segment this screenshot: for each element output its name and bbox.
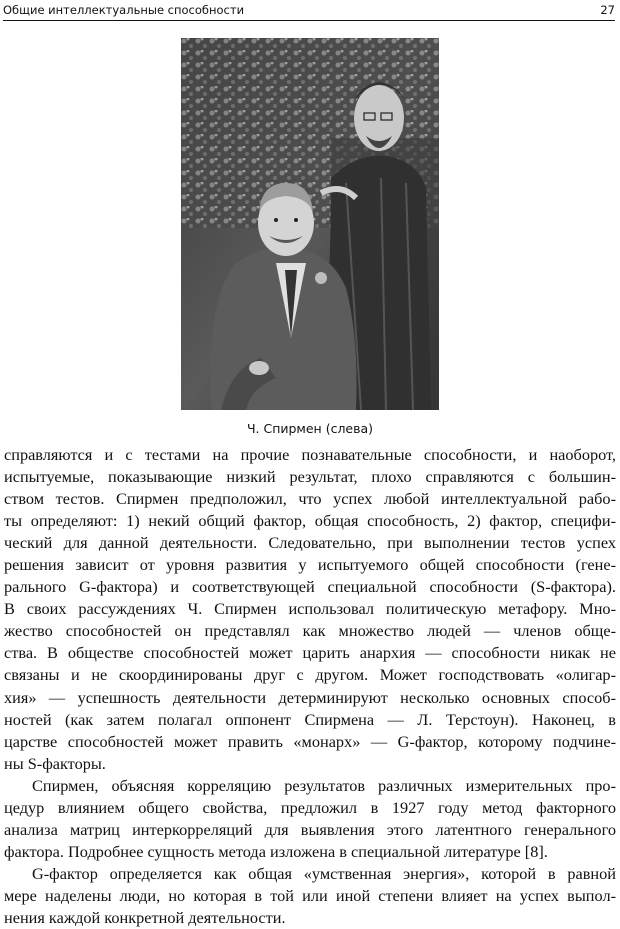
text-line: хия» — успешность деятельности детерминируют несколько основных способ- bbox=[4, 687, 616, 707]
text-line: В своих рассуждениях Ч. Спирмен использовал политическую метафору. Мно- bbox=[4, 599, 616, 619]
text-line: анализа матриц интеркорреляций для выявления этого латентного генерального bbox=[4, 819, 616, 839]
figure-caption: Ч. Спирмен (слева) bbox=[246, 421, 374, 436]
text-line: G-фактор определяется как общая «умственная энергия», которой в равной bbox=[32, 863, 616, 883]
running-head-title: Общие интеллектуальные способности bbox=[3, 3, 245, 17]
text-line: Спирмен, объясняя корреляцию результатов различных измерительных про- bbox=[32, 775, 616, 795]
body-text bbox=[4, 444, 616, 929]
text-line: нения каждой конкретной деятельности. bbox=[4, 907, 286, 927]
text-line: ты определяют: 1) некий общий фактор, общая способность, 2) фактор, специфи- bbox=[4, 511, 616, 531]
text-line: связаны и не скоординированы друг с другом. Может господствовать «олигар- bbox=[4, 665, 616, 685]
portrait-photo bbox=[181, 38, 439, 410]
photo-image bbox=[181, 38, 439, 410]
text-line: жество способностей он представлял как множество людей — членов общe- bbox=[4, 621, 616, 641]
text-line: справляются и с тестами на прочие познавательные способности, и наоборот, bbox=[4, 445, 616, 464]
text-line: решения зависит от уровня развития у испытуемого общей способности (гене- bbox=[4, 555, 616, 575]
text-line: ством тестов. Спирмен предположил, что успех любой интеллектуальной рабо- bbox=[4, 489, 616, 509]
text-line: ческий для данной деятельности. Следовательно, при выполнении тестов успех bbox=[4, 533, 616, 553]
text-line: цедур влиянием общего свойства, предложил в 1927 году метод факторного bbox=[4, 797, 616, 817]
text-line: ства. В обществе способностей может царить анархия — способности никак не bbox=[4, 643, 616, 663]
text-line: мере наделены люди, но которая в той или иной степени влияет на успех выпол- bbox=[4, 885, 616, 905]
text-line: царстве способностей может править «монарх» — G-фактор, которому подчине- bbox=[4, 731, 616, 751]
text-line: фактора. Подробнее сущность метода изложена в специальной литературе [8]. bbox=[4, 841, 548, 861]
running-head bbox=[3, 2, 615, 21]
text-line: рального G-фактора) и соответствующей специальной способности (S-фактора). bbox=[4, 577, 616, 597]
text-line: ностей (как затем полагал оппонент Спирмена — Л. Терстоун). Наконец, в bbox=[4, 709, 616, 729]
text-line: ны S-факторы. bbox=[4, 753, 106, 773]
page-number: 27 bbox=[600, 3, 615, 17]
text-line: испытуемые, показывающие низкий результат, плохо справляются с большин- bbox=[4, 467, 616, 487]
